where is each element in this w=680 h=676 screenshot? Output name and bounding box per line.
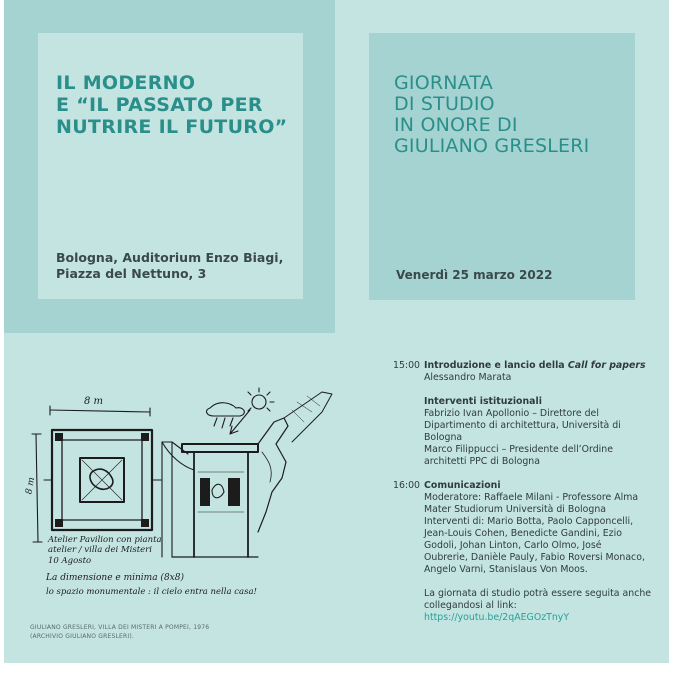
institutional-line: Bologna — [424, 432, 463, 443]
program-slot-1600 — [393, 480, 663, 624]
intro-speaker: Alessandro Marata — [424, 372, 512, 383]
event-title-line: IL MODERNO — [56, 72, 196, 94]
slot-intro — [424, 360, 663, 372]
handwriting-line: atelier / villa dei Misteri — [48, 545, 152, 555]
intro-italic: Call for papers — [567, 360, 646, 371]
handwriting-line: Atelier Pavilion con pianta — [48, 535, 162, 545]
venue-line: Bologna, Auditorium Enzo Biagi, — [56, 250, 284, 265]
handwriting-line: 10 Agosto — [48, 556, 92, 566]
streaming-note: La giornata di studio potrà essere seguita anche — [424, 588, 652, 599]
communications-line: Oubrerie, Danièle Pauly, Fabio Roversi Monaco, — [424, 552, 645, 563]
venue-line: Piazza del Nettuno, 3 — [56, 266, 207, 281]
slot-time: 16:00 — [393, 480, 421, 491]
event-title-line: E “IL PASSATO PER — [56, 94, 263, 116]
communications-line: Moderatore: Raffaele Milani - Professore Alma — [424, 492, 639, 503]
event-venue — [56, 250, 296, 282]
caption-line: (ARCHIVIO GIULIANO GRESLERI). — [30, 633, 134, 640]
program-slot-1500 — [393, 360, 663, 468]
communications-heading: Comunicazioni — [424, 480, 501, 491]
event-date: Venerdì 25 marzo 2022 — [396, 268, 553, 282]
handwriting-line: La dimensione e minima (8x8) — [46, 573, 184, 583]
institutional-line: Marco Filippucci – Presidente dell’Ordine — [424, 444, 613, 455]
section-drawing — [162, 392, 332, 557]
streaming-note-link-line — [424, 600, 663, 624]
sun-drawing — [207, 388, 274, 434]
communications-line: Angelo Varni, Stanislaus Von Moos. — [424, 564, 588, 575]
link-prefix: collegandosi al link: — [424, 600, 517, 611]
subtitle-line: GIULIANO GRESLERI — [394, 135, 590, 157]
institutional-heading: Interventi istituzionali — [424, 396, 542, 407]
communications-line: Interventi di: Mario Botta, Paolo Capponcelli, — [424, 516, 634, 527]
program-schedule — [393, 360, 663, 624]
communications-line: Mater Studiorum Università di Bologna — [424, 504, 607, 515]
handwriting-line: lo spazio monumentale : il cielo entra nella casa! — [46, 587, 257, 597]
architectural-sketch — [22, 382, 382, 602]
plan-drawing — [24, 396, 162, 542]
youtube-link[interactable]: https://youtu.be/2qAEGOzTnyY — [424, 612, 570, 623]
institutional-line: Dipartimento di architettura, Università di — [424, 420, 621, 431]
institutional-line: architetti PPC di Bologna — [424, 456, 540, 467]
subtitle-line: GIORNATA — [394, 72, 493, 94]
image-caption — [30, 623, 290, 641]
slot-time: 15:00 — [393, 360, 421, 371]
dimension-label-side: 8 m — [24, 476, 38, 496]
subtitle-line: DI STUDIO — [394, 93, 495, 115]
event-title — [56, 72, 296, 138]
communications-line: Godoli, Johan Linton, Carlo Olmo, José — [424, 540, 602, 551]
event-title-line: NUTRIRE IL FUTURO” — [56, 116, 288, 138]
communications-line: Jean-Louis Cohen, Benedicte Gandini, Ezio — [424, 528, 622, 539]
institutional-line: Fabrizio Ivan Apollonio – Direttore del — [424, 408, 599, 419]
dimension-label-top: 8 m — [84, 396, 104, 407]
caption-line: GIULIANO GRESLERI, VILLA DEI MISTERI A POMPEI, 1976 — [30, 624, 210, 631]
intro-prefix: Introduzione e lancio della — [424, 360, 568, 371]
subtitle-line: IN ONORE DI — [394, 114, 518, 136]
event-subtitle — [394, 73, 634, 157]
handwritten-notes — [45, 535, 257, 597]
